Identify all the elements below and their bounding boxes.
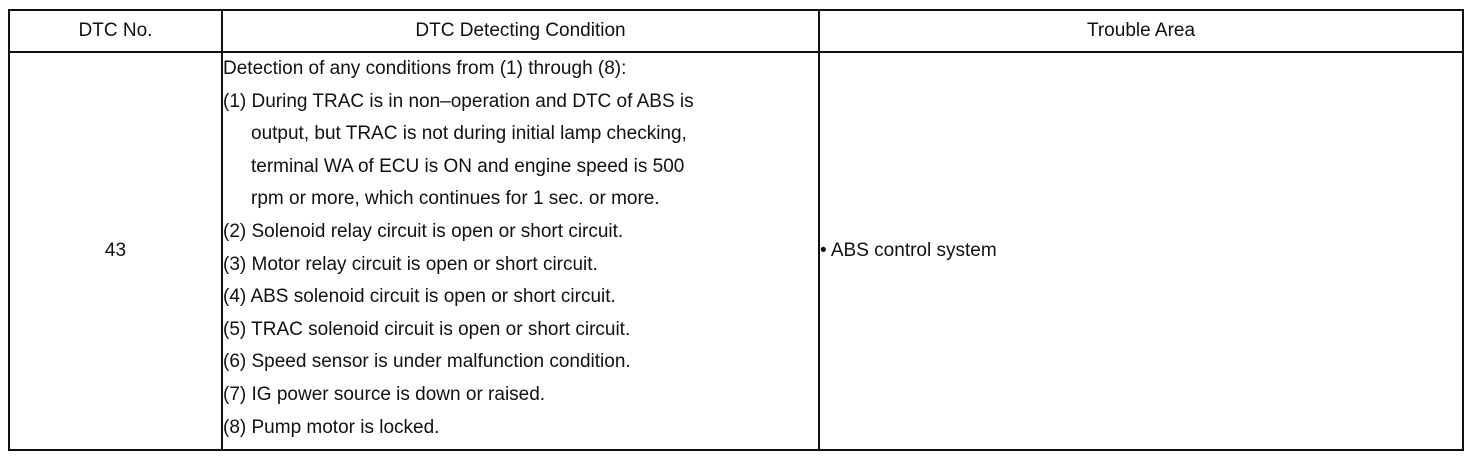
condition-1-line-1: (1) During TRAC is in non–operation and DTC of ABS is <box>223 90 694 112</box>
table-row <box>9 52 1463 450</box>
condition-5: (5) TRAC solenoid circuit is open or short circuit. <box>223 318 631 340</box>
condition-1-line-3: terminal WA of ECU is ON and engine speed is 500 <box>251 155 685 177</box>
condition-1-line-2: output, but TRAC is not during initial lamp checking, <box>251 123 687 145</box>
trouble-area-cell: • ABS control system <box>819 52 1463 450</box>
condition-1-line-4: rpm or more, which continues for 1 sec. or more. <box>251 188 660 210</box>
condition-2: (2) Solenoid relay circuit is open or short circuit. <box>223 220 624 242</box>
condition-intro: Detection of any conditions from (1) through (8): <box>223 58 627 79</box>
condition-4: (4) ABS solenoid circuit is open or short circuit. <box>223 286 616 308</box>
detecting-condition-cell <box>222 52 819 450</box>
table-header-row <box>9 10 1463 52</box>
header-detecting-condition: DTC Detecting Condition <box>222 10 819 52</box>
dtc-table <box>8 9 1464 451</box>
condition-6: (6) Speed sensor is under malfunction condition. <box>223 351 631 373</box>
condition-3: (3) Motor relay circuit is open or short circuit. <box>223 253 598 275</box>
dtc-number-cell: 43 <box>9 52 222 450</box>
header-dtc-no: DTC No. <box>9 10 222 52</box>
condition-8: (8) Pump motor is locked. <box>223 416 440 438</box>
header-trouble-area: Trouble Area <box>819 10 1463 52</box>
condition-7: (7) IG power source is down or raised. <box>223 383 546 405</box>
